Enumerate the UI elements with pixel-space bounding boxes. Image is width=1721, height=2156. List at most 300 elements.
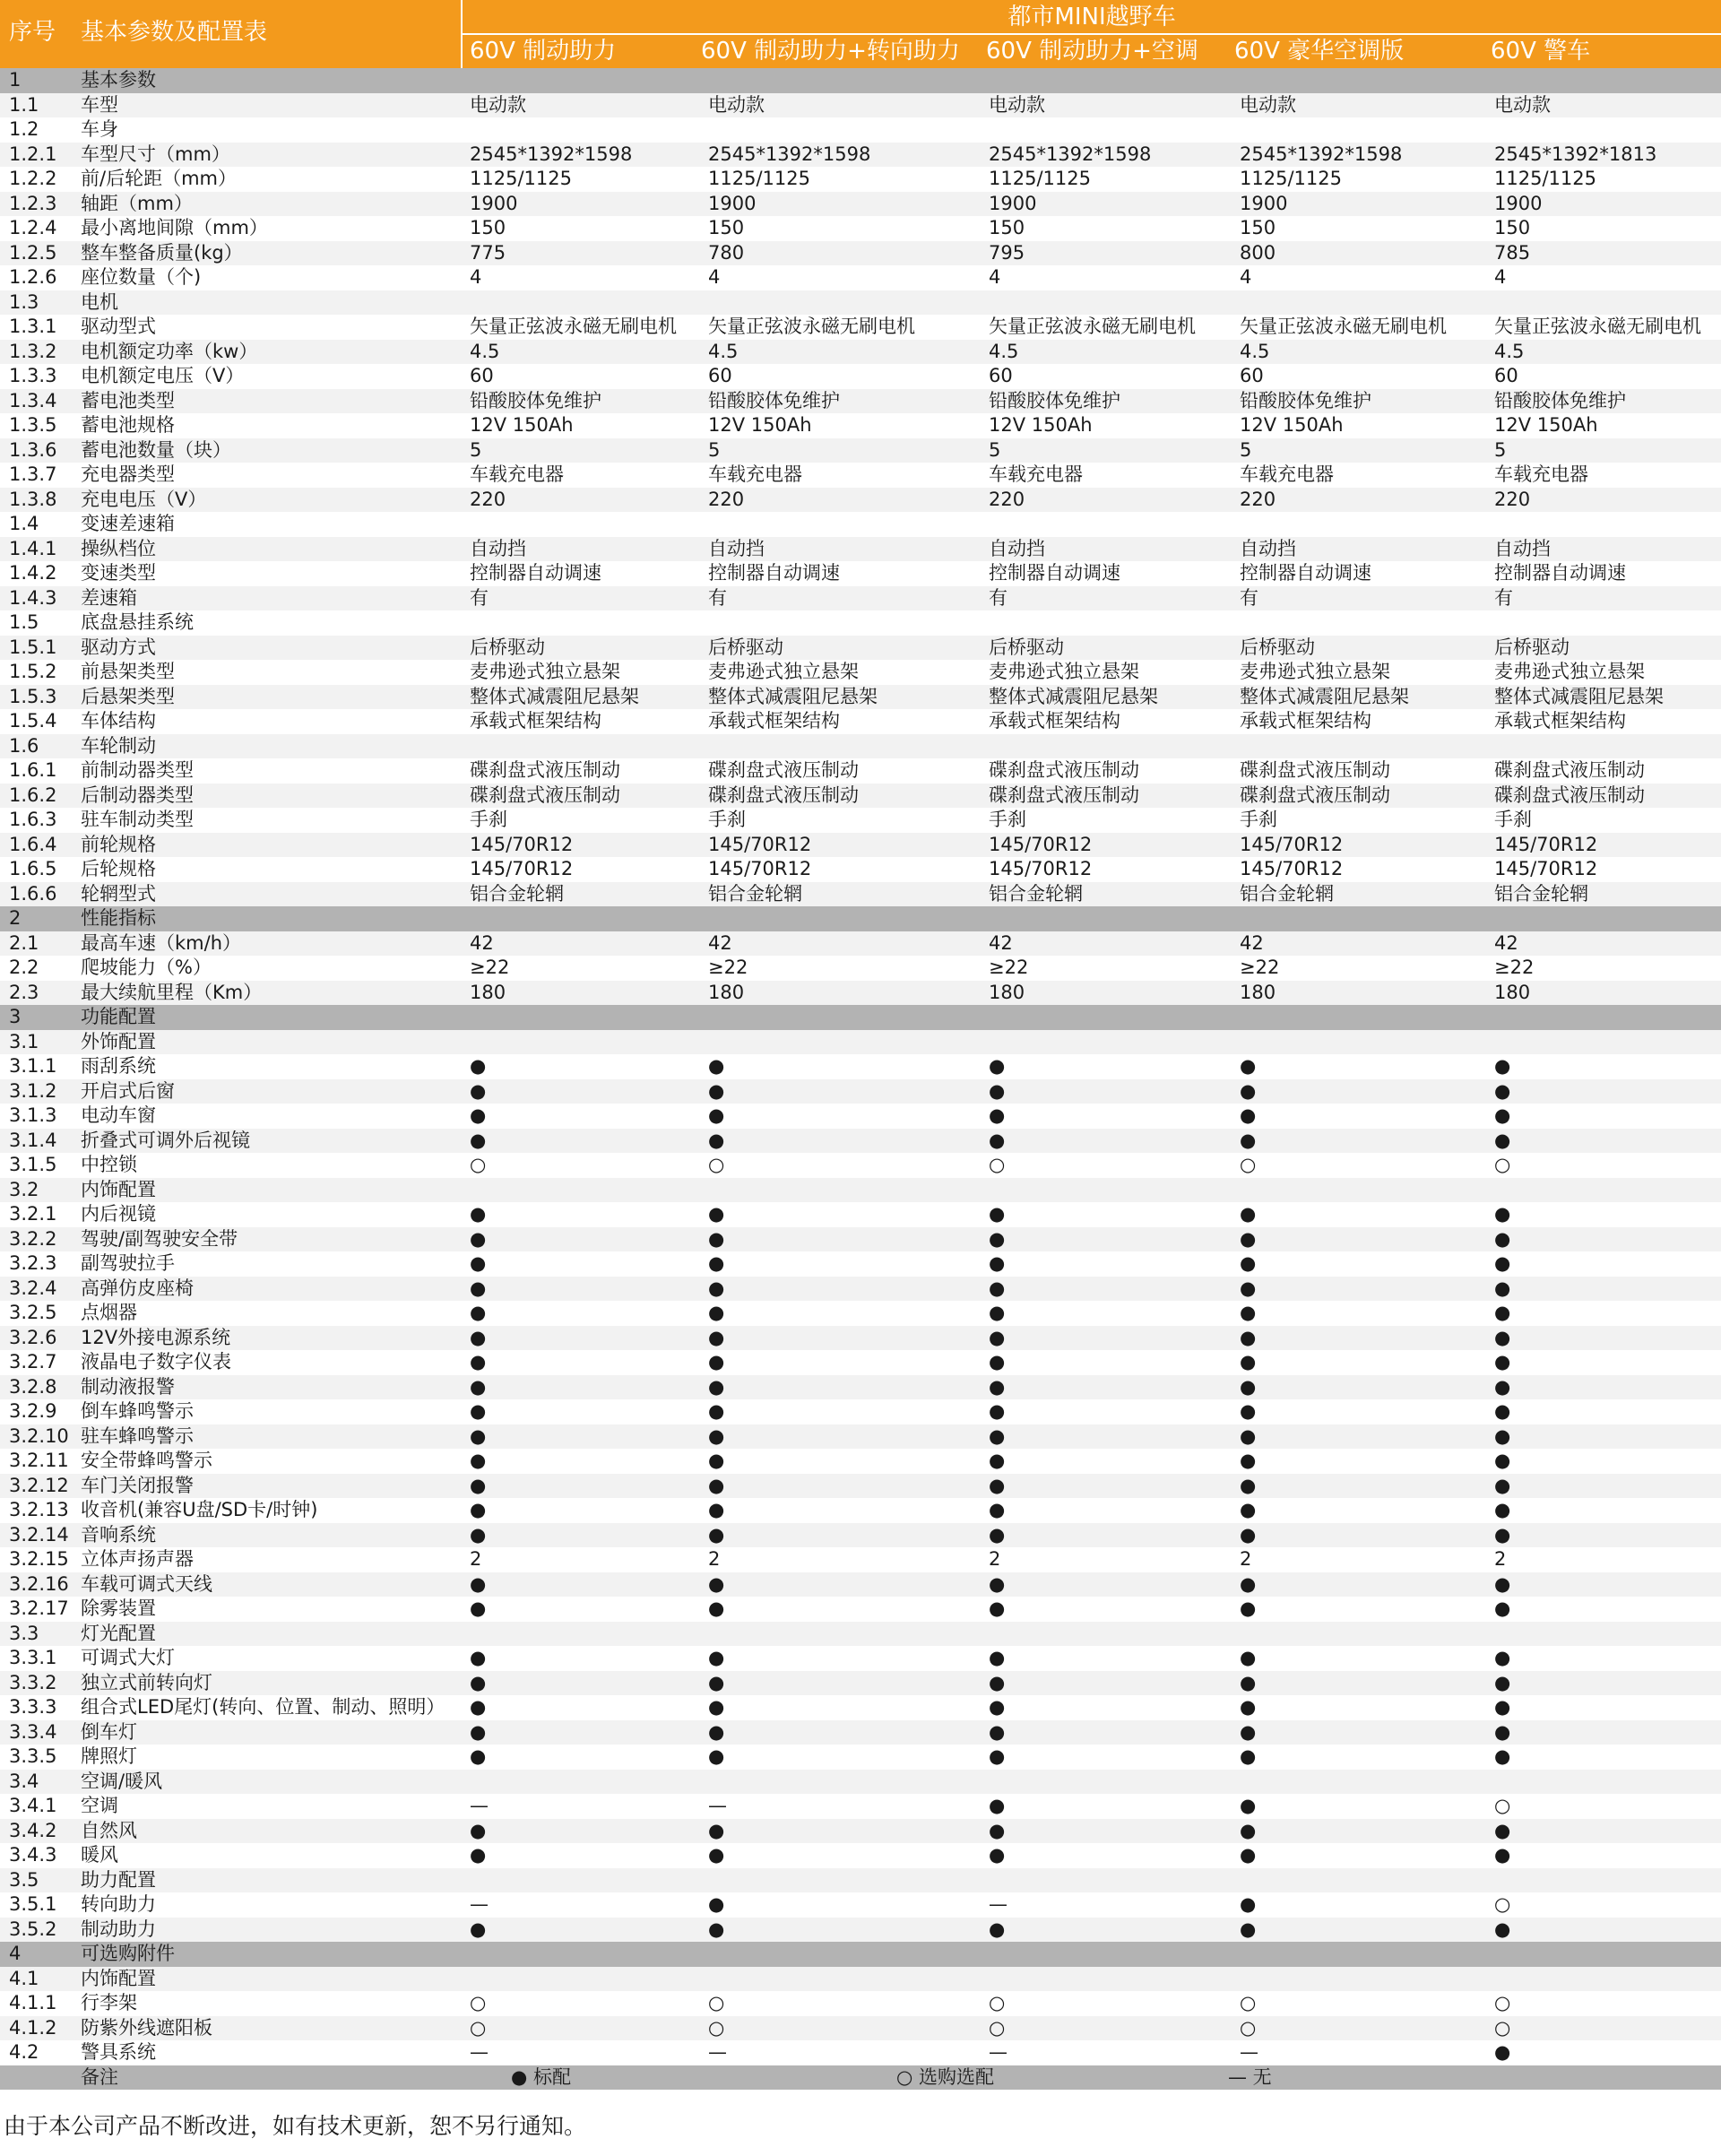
value-cell-model-3: ● [989,1055,1006,1077]
value-cell-model-1: 手刹 [470,809,507,830]
row-number: 3.2.14 [9,1523,69,1546]
value-cell-model-5: ● [1494,1598,1511,1619]
table-row [0,586,1721,611]
value-cell-model-5: ● [1494,1400,1511,1422]
value-cell-model-4: ● [1240,1918,1257,1940]
table-row [0,1967,1721,1992]
table-row [0,93,1721,118]
row-name: 最大续航里程（Km） [81,981,263,1003]
table-row [0,413,1721,438]
row-name: 车身 [81,118,118,140]
value-cell-model-4: ● [1240,1351,1257,1372]
value-cell-model-3: 麦弗逊式独立悬架 [989,661,1139,682]
value-cell-model-1: — [470,2041,489,2063]
table-row [0,488,1721,513]
legend-none: — 无 [1228,2065,1272,2088]
table-row [0,758,1721,784]
row-name: 最高车速（km/h） [81,931,242,954]
table-row [0,1104,1721,1129]
value-cell-model-2: — [708,1795,727,1816]
row-name: 电机 [81,290,118,313]
row-name: 空调/暖风 [81,1770,163,1792]
value-cell-model-1: 电动款 [470,93,526,116]
value-cell-model-5: ● [1494,1424,1511,1447]
row-number: 3.2.11 [9,1450,69,1471]
value-cell-model-3: 4 [989,266,1001,288]
table-row [0,1547,1721,1572]
value-cell-model-1: 整体式减震阻尼悬架 [470,685,639,707]
value-cell-model-2: 自动挡 [708,537,765,559]
value-cell-model-4: ● [1240,1819,1257,1841]
value-cell-model-1: ● [470,1079,487,1102]
table-row [0,192,1721,217]
row-number: 4.1.2 [9,2016,57,2039]
value-cell-model-2: 车载充电器 [708,463,802,485]
value-cell-model-3: ● [989,1079,1006,1102]
table-row [0,167,1721,192]
row-name: 立体声扬声器 [81,1548,194,1570]
value-cell-model-3: 220 [989,488,1025,510]
value-cell-model-5: ○ [1494,2016,1511,2039]
value-cell-model-1: 12V 150Ah [470,414,574,436]
row-number: 1.1 [9,93,39,116]
value-cell-model-5: ● [1494,1572,1511,1595]
value-cell-model-2: ● [708,1277,725,1299]
value-cell-model-4: 1125/1125 [1240,168,1342,189]
value-cell-model-4: ● [1240,1277,1257,1299]
row-number: 1.3.6 [9,438,57,461]
row-name: 车型 [81,93,118,116]
row-number: 2.3 [9,981,39,1003]
table-row [0,143,1721,168]
value-cell-model-5: ○ [1494,1795,1511,1816]
header-model-2: 60V 制动助力+转向助力 [701,38,960,65]
value-cell-model-1: ≥22 [470,957,510,978]
value-cell-model-5: 150 [1494,217,1531,238]
value-cell-model-2: 2545*1392*1598 [708,143,871,165]
value-cell-model-3: 42 [989,931,1013,954]
value-cell-model-3: 碟刹盘式液压制动 [989,784,1139,806]
value-cell-model-1: ● [470,1844,487,1866]
row-number: 3.2.7 [9,1351,57,1372]
value-cell-model-3: ● [989,1819,1006,1841]
row-number: 3.1.3 [9,1104,57,1126]
value-cell-model-1: ● [470,1745,487,1767]
row-number: 3.2.3 [9,1252,57,1274]
row-number: 3.3 [9,1622,39,1644]
value-cell-model-5: ● [1494,1819,1511,1841]
value-cell-model-4: 整体式减震阻尼悬架 [1240,685,1409,707]
value-cell-model-2: ● [708,1129,725,1151]
value-cell-model-3: ○ [989,2016,1006,2039]
header-model-group: 都市MINI越野车 [1008,4,1176,30]
row-name: 后悬架类型 [81,685,175,707]
value-cell-model-4: ● [1240,1893,1257,1915]
value-cell-model-1: ● [470,1598,487,1619]
value-cell-model-2: ● [708,1474,725,1496]
row-number: 1.5.3 [9,685,57,707]
value-cell-model-1: 麦弗逊式独立悬架 [470,661,620,682]
section-row [0,68,1721,93]
value-cell-model-1: 控制器自动调速 [470,562,601,584]
value-cell-model-1: ● [470,1696,487,1718]
table-row [0,1227,1721,1252]
row-number: 3.4.3 [9,1844,57,1866]
row-name: 性能指标 [81,907,156,929]
row-name: 驱动方式 [81,636,156,658]
table-row [0,340,1721,365]
row-name: 差速箱 [81,586,137,609]
value-cell-model-1: ● [470,1450,487,1471]
value-cell-model-4: ● [1240,1474,1257,1496]
value-cell-model-4: 145/70R12 [1240,833,1344,855]
table-row [0,981,1721,1006]
value-cell-model-5: ○ [1494,1154,1511,1175]
row-number: 3.4.1 [9,1795,57,1816]
value-cell-model-2: 后桥驱动 [708,636,783,658]
row-name: 开启式后窗 [81,1079,175,1102]
row-name: 座位数量（个) [81,266,202,288]
row-name: 驻车制动类型 [81,809,194,830]
row-number: 3.1.5 [9,1154,57,1175]
value-cell-model-4: ● [1240,1647,1257,1668]
value-cell-model-5: 180 [1494,981,1531,1003]
value-cell-model-4: ● [1240,1129,1257,1151]
table-row [0,290,1721,316]
value-cell-model-1: ● [470,1474,487,1496]
value-cell-model-5: 220 [1494,488,1531,510]
row-name: 驱动型式 [81,316,156,337]
value-cell-model-1: 有 [470,586,489,609]
value-cell-model-1: ● [470,1302,487,1323]
value-cell-model-2: ● [708,1227,725,1250]
row-number: 1.3.1 [9,316,57,337]
row-name: 前制动器类型 [81,759,194,781]
value-cell-model-2: ● [708,1326,725,1348]
value-cell-model-5: ● [1494,1079,1511,1102]
row-number: 1.3.2 [9,340,57,362]
table-row [0,1301,1721,1326]
table-row [0,857,1721,882]
value-cell-model-3: 手刹 [989,809,1026,830]
row-number: 3.4.2 [9,1819,57,1841]
value-cell-model-2: ● [708,1055,725,1077]
value-cell-model-1: 碟刹盘式液压制动 [470,759,620,781]
value-cell-model-5: ● [1494,1696,1511,1718]
value-cell-model-1: 145/70R12 [470,858,574,879]
row-name: 轮辋型式 [81,882,156,905]
value-cell-model-2: 碟刹盘式液压制动 [708,759,859,781]
value-cell-model-5: ● [1494,1055,1511,1077]
value-cell-model-1: ● [470,1671,487,1693]
value-cell-model-2: 铝合金轮辋 [708,882,802,905]
value-cell-model-5: ● [1494,1720,1511,1743]
table-row [0,1622,1721,1647]
value-cell-model-3: 145/70R12 [989,833,1093,855]
row-number: 3.2.5 [9,1302,57,1323]
value-cell-model-1: 1900 [470,192,518,214]
table-row [0,1918,1721,1943]
table-row [0,389,1721,414]
row-name: 倒车蜂鸣警示 [81,1400,194,1422]
value-cell-model-5: 碟刹盘式液压制动 [1494,759,1645,781]
value-cell-model-2: ● [708,1647,725,1668]
table-row [0,2040,1721,2065]
row-name: 变速差速箱 [81,513,175,534]
row-name: 安全带蜂鸣警示 [81,1450,212,1471]
value-cell-model-3: ● [989,1696,1006,1718]
row-number: 4.1.1 [9,1992,57,2013]
row-number: 3.2 [9,1178,39,1200]
value-cell-model-2: ≥22 [708,957,748,978]
table-row [0,1079,1721,1104]
row-number: 1.4.1 [9,537,57,559]
row-name: 转向助力 [81,1893,156,1915]
value-cell-model-2: 42 [708,931,732,954]
value-cell-model-5: 车载充电器 [1494,463,1588,485]
value-cell-model-4: ● [1240,1720,1257,1743]
value-cell-model-2: ● [708,1104,725,1126]
table-row [0,1572,1721,1598]
value-cell-model-5: 后桥驱动 [1494,636,1570,658]
value-cell-model-3: ● [989,1523,1006,1546]
row-number: 1.2.3 [9,192,57,214]
value-cell-model-2: 60 [708,365,732,386]
value-cell-model-5: 承载式框架结构 [1494,710,1626,732]
value-cell-model-5: 5 [1494,438,1507,461]
row-number: 1.3 [9,290,39,313]
value-cell-model-3: 碟刹盘式液压制动 [989,759,1139,781]
value-cell-model-3: 自动挡 [989,537,1045,559]
value-cell-model-2: ● [708,1523,725,1546]
row-number: 1.6.4 [9,833,57,855]
row-number: 1.4.3 [9,586,57,609]
table-row [0,808,1721,833]
value-cell-model-3: ● [989,1326,1006,1348]
value-cell-model-2: 麦弗逊式独立悬架 [708,661,859,682]
value-cell-model-2: ● [708,1079,725,1102]
table-row [0,1202,1721,1227]
value-cell-model-5: ● [1494,1745,1511,1767]
row-number: 4.2 [9,2041,39,2063]
value-cell-model-2: ● [708,1720,725,1743]
value-cell-model-1: 60 [470,365,494,386]
row-number: 3.2.2 [9,1227,57,1250]
value-cell-model-2: 整体式减震阻尼悬架 [708,685,878,707]
value-cell-model-4: ● [1240,1326,1257,1348]
value-cell-model-4: 800 [1240,241,1276,264]
value-cell-model-4: 碟刹盘式液压制动 [1240,759,1390,781]
row-name: 暖风 [81,1844,118,1866]
value-cell-model-5: 2545*1392*1813 [1494,143,1657,165]
value-cell-model-4: ● [1240,1671,1257,1693]
row-name: 操纵档位 [81,537,156,559]
value-cell-model-3: 1125/1125 [989,168,1091,189]
value-cell-model-1: 碟刹盘式液压制动 [470,784,620,806]
value-cell-model-3: ● [989,1572,1006,1595]
value-cell-model-5: ● [1494,1474,1511,1496]
row-number: 1.5.4 [9,710,57,732]
row-name: 内饰配置 [81,1967,156,1989]
value-cell-model-5: ● [1494,1104,1511,1126]
value-cell-model-1: 150 [470,217,506,238]
row-number: 3.1 [9,1030,39,1052]
value-cell-model-4: 碟刹盘式液压制动 [1240,784,1390,806]
table-row [0,463,1721,488]
value-cell-model-4: ● [1240,1400,1257,1422]
value-cell-model-2: 铅酸胶体免维护 [708,389,840,411]
value-cell-model-3: ● [989,1400,1006,1422]
value-cell-model-5: ● [1494,1647,1511,1668]
value-cell-model-4: 2 [1240,1548,1252,1570]
value-cell-model-5: ● [1494,2041,1511,2063]
row-number: 1.2.5 [9,241,57,264]
value-cell-model-1: 铝合金轮辋 [470,882,564,905]
row-number: 1.5 [9,611,39,633]
row-number: 1.6.1 [9,759,57,781]
value-cell-model-1: 1125/1125 [470,168,572,189]
value-cell-model-4: 220 [1240,488,1276,510]
row-name: 组合式LED尾灯(转向、位置、制动、照明） [81,1696,445,1718]
table-row [0,561,1721,586]
row-number: 1.6.5 [9,858,57,879]
row-number: 1.3.4 [9,389,57,411]
row-number: 1.6.6 [9,882,57,905]
value-cell-model-1: 145/70R12 [470,833,574,855]
value-cell-model-5: ● [1494,1523,1511,1546]
row-name: 充电器类型 [81,463,175,485]
value-cell-model-3: ● [989,1720,1006,1743]
value-cell-model-4: ● [1240,1375,1257,1398]
row-number: 1.3.7 [9,463,57,485]
row-name: 液晶电子数字仪表 [81,1351,231,1372]
value-cell-model-4: ● [1240,1523,1257,1546]
row-number: 1.2.6 [9,266,57,288]
row-number: 1.3.5 [9,414,57,436]
row-name: 倒车灯 [81,1720,137,1743]
value-cell-model-4: 电动款 [1240,93,1296,116]
value-cell-model-1: 42 [470,931,494,954]
table-row [0,882,1721,907]
row-number: 1.5.2 [9,661,57,682]
row-number: 1.4.2 [9,562,57,584]
row-number: 1 [9,69,22,91]
row-name: 后制动器类型 [81,784,194,806]
value-cell-model-2: ○ [708,1992,725,2013]
row-name: 爬坡能力（%） [81,957,212,978]
value-cell-model-4: ≥22 [1240,957,1280,978]
row-number: 3.3.4 [9,1720,57,1743]
row-name: 充电电压（V） [81,488,207,510]
value-cell-model-4: ● [1240,1203,1257,1225]
value-cell-model-1: 铅酸胶体免维护 [470,389,601,411]
value-cell-model-5: 1900 [1494,192,1543,214]
table-row [0,1868,1721,1893]
value-cell-model-3: ● [989,1203,1006,1225]
value-cell-model-4: ● [1240,1572,1257,1595]
value-cell-model-5: 控制器自动调速 [1494,562,1626,584]
value-cell-model-5: ● [1494,1129,1511,1151]
value-cell-model-2: 4 [708,266,721,288]
legend-standard: ● 标配 [511,2065,571,2088]
row-name: 后轮规格 [81,858,156,879]
value-cell-model-5: ● [1494,1918,1511,1940]
table-row [0,364,1721,389]
value-cell-model-5: 2 [1494,1548,1507,1570]
row-name: 牌照灯 [81,1745,137,1767]
row-name: 空调 [81,1795,118,1816]
row-number: 3.1.4 [9,1129,57,1151]
row-number: 1.3.8 [9,488,57,510]
value-cell-model-3: ● [989,1424,1006,1447]
value-cell-model-5: 785 [1494,241,1531,264]
value-cell-model-3: ● [989,1375,1006,1398]
row-name: 灯光配置 [81,1622,156,1644]
value-cell-model-4: ● [1240,1598,1257,1619]
table-row [0,1671,1721,1696]
table-row [0,241,1721,266]
value-cell-model-3: ● [989,1252,1006,1274]
value-cell-model-1: ● [470,1424,487,1447]
value-cell-model-3: 铅酸胶体免维护 [989,389,1120,411]
row-name: 制动助力 [81,1918,156,1940]
table-row [0,265,1721,290]
value-cell-model-1: 2 [470,1548,482,1570]
value-cell-model-4: 180 [1240,981,1276,1003]
row-number: 3.3.5 [9,1745,57,1767]
row-name: 制动液报警 [81,1375,175,1398]
value-cell-model-3: ○ [989,1992,1006,2013]
value-cell-model-2: 电动款 [708,93,765,116]
value-cell-model-1: 承载式框架结构 [470,710,601,732]
table-row [0,216,1721,241]
value-cell-model-1: ● [470,1277,487,1299]
value-cell-model-1: 车载充电器 [470,463,564,485]
value-cell-model-2: 145/70R12 [708,858,812,879]
header-title: 基本参数及配置表 [81,19,268,46]
value-cell-model-2: 145/70R12 [708,833,812,855]
value-cell-model-2: ○ [708,1154,725,1175]
row-name: 中控锁 [81,1154,137,1175]
value-cell-model-3: — [989,2041,1008,2063]
row-name: 最小离地间隙（mm） [81,217,268,238]
header-seq: 序号 [9,19,56,46]
value-cell-model-5: 1125/1125 [1494,168,1596,189]
row-number: 3.2.10 [9,1424,69,1447]
row-name: 高弹仿皮座椅 [81,1277,194,1299]
value-cell-model-4: 麦弗逊式独立悬架 [1240,661,1390,682]
value-cell-model-1: ● [470,1523,487,1546]
row-number: 1.2.2 [9,168,57,189]
table-row [0,1449,1721,1474]
value-cell-model-4: 自动挡 [1240,537,1296,559]
value-cell-model-3: 矢量正弦波永磁无刷电机 [989,316,1196,337]
value-cell-model-2: ● [708,1375,725,1398]
row-name: 行李架 [81,1992,137,2013]
value-cell-model-4: 5 [1240,438,1252,461]
value-cell-model-4: 145/70R12 [1240,858,1344,879]
value-cell-model-5: ● [1494,1277,1511,1299]
row-number: 3.3.2 [9,1671,57,1693]
value-cell-model-5: 4 [1494,266,1507,288]
value-cell-model-4: ● [1240,1055,1257,1077]
value-cell-model-2: 1125/1125 [708,168,810,189]
value-cell-model-3: — [989,1893,1008,1915]
value-cell-model-3: ● [989,1104,1006,1126]
value-cell-model-1: 矢量正弦波永磁无刷电机 [470,316,677,337]
value-cell-model-4: 2545*1392*1598 [1240,143,1403,165]
row-number: 3.5 [9,1868,39,1891]
